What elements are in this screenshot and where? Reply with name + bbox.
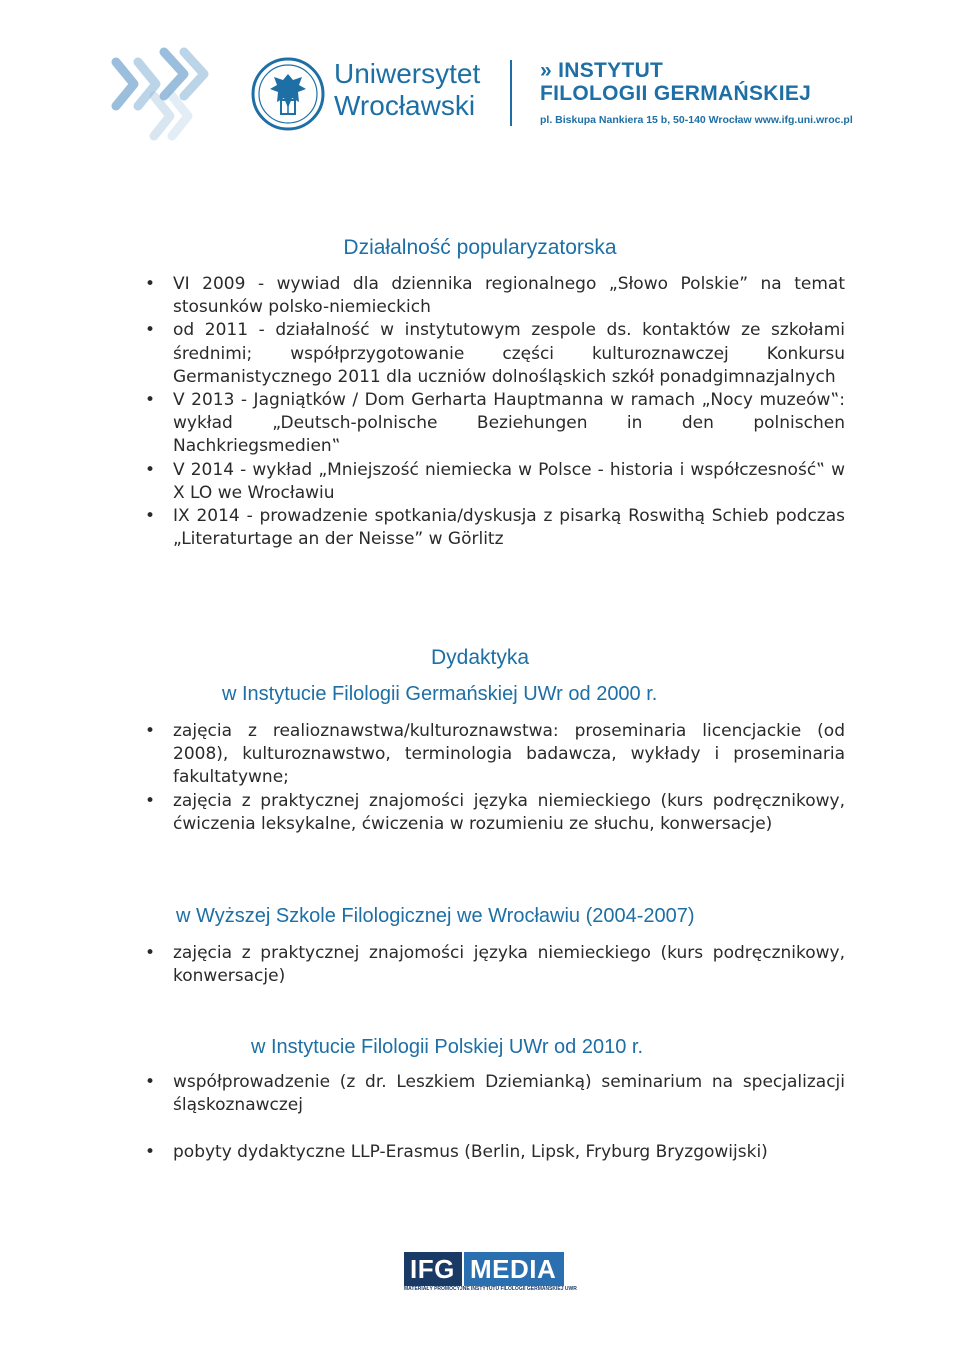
popularization-list [173,273,845,551]
list-item: • zajęcia z praktycznej znajomości języka niemieckiego (kurs podręcznikowy, ćwiczenia leksykalne, ćwiczenia w rozumieniu ze słuchu, konwersacje) [173,790,845,836]
list-item: • IX 2014 - prowadzenie spotkania/dyskusja z pisarką Roswithą Schieb podczas „Literaturtage an der Neisse” w Görlitz [173,505,845,551]
institute-line1: » INSTYTUT [540,59,664,82]
list-item: • od 2011 - działalność w instytutowym zespole ds. kontaktów ze szkołami średnimi; współprzygotowanie części kulturoznawczej Konkursu Germanistycznego 2011 dla uczniów dolnośląskich szkół ponadgimnazjalnych [173,319,845,389]
university-eagle-emblem-icon [250,56,326,132]
wsf-didactics-list [173,942,845,988]
media-logo-text: MEDIA [470,1254,557,1284]
ifp-subtitle: w Instytucie Filologii Polskiej UWr od 2010 r. [251,1036,644,1058]
didactics-title: Dydaktyka [430,646,530,669]
letterhead [0,0,960,140]
wsf-subtitle: w Wyższej Szkole Filologicznej we Wrocławiu (2004-2007) [176,905,695,927]
institute-address: pl. Biskupa Nankiera 15 b, 50-140 Wrocław www.ifg.uni.wroc.pl [540,114,853,126]
institute-name-block [540,60,853,127]
list-item: • współprowadzenie (z dr. Leszkiem Dziemianką) seminarium na specjalizacji śląskoznawczej [173,1071,845,1117]
ifg-logo-tagline: MATERIAŁY PROMOCYJNE INSTYTUTU FILOLOGII GERMAŃSKIEJ UWR [404,1286,577,1292]
list-item: • pobyty dydaktyczne LLP-Erasmus (Berlin, Lipsk, Fryburg Bryzgowijski) [173,1141,845,1164]
university-name-line2: Wrocławski [334,90,476,121]
popularization-title: Działalność popularyzatorska [343,236,617,259]
ifg-subtitle: w Instytucie Filologii Germańskiej UWr od 2000 r. [222,683,658,705]
university-name-line1: Uniwersytet [334,58,481,89]
list-item: • zajęcia z realioznawstwa/kulturoznawstwa: proseminaria licencjackie (od 2008), kulturoznawstwo, terminologia badawcza, wykłady i proseminaria fakultatywne; [173,720,845,790]
list-item: • V 2014 - wykład „Mniejszość niemiecka w Polsce - historia i współczesność‟ w X LO we Wrocławiu [173,459,845,505]
ifg-didactics-list [173,720,845,836]
ifg-media-logo [404,1252,577,1292]
header-divider [510,60,512,126]
list-item: • VI 2009 - wywiad dla dziennika regionalnego „Słowo Polskie” na temat stosunków polsko-niemieckich [173,273,845,319]
erasmus-list [173,1141,845,1164]
chevrons-icon [104,44,210,144]
list-item: • V 2013 - Jagniątków / Dom Gerharta Hauptmanna w ramach „Nocy muzeów‟: wykład „Deutsch-polnische Beziehungen in den polnischen Nachkriegsmedien‟ [173,389,845,459]
ifp-didactics-list [173,1071,845,1117]
institute-line2: FILOLOGII GERMAŃSKIEJ [540,82,812,105]
ifg-logo-text: IFG [410,1254,455,1284]
list-item: • zajęcia z praktycznej znajomości języka niemieckiego (kurs podręcznikowy, konwersacje) [173,942,845,988]
university-name [334,58,480,122]
